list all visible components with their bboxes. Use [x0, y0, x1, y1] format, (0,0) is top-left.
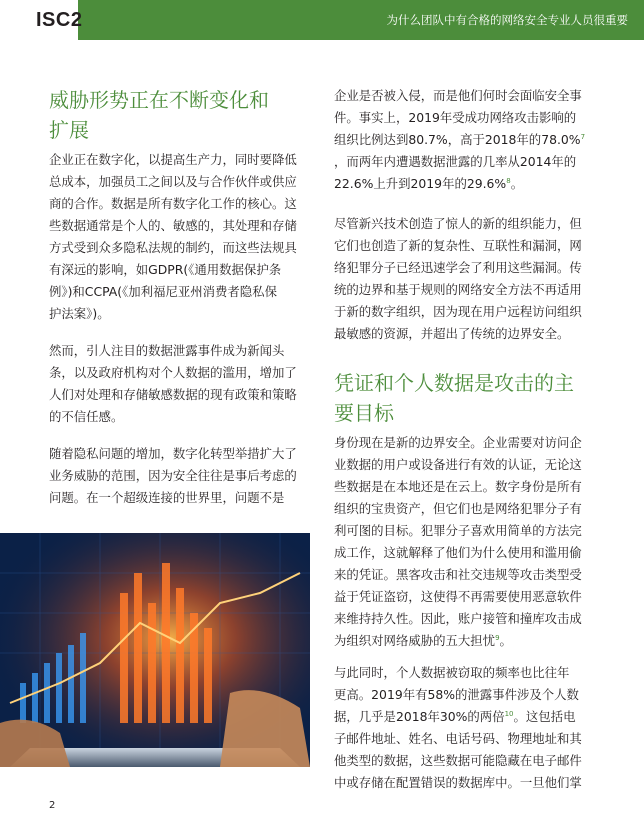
- paragraph-breach-statistics: 企业是否被入侵，而是他们何时会面临安全事 件。事实上，2019年受成功网络攻击影响的 组织比例达到80.7%，高于2018年的78.0%$^7$ ，而两年内遭遇数据泄露的几率从2014年的 22.6%上升到2019年的29.6%$^8$。: [334, 88, 586, 191]
- section-heading-credentials: 凭证和个人数据是攻击的主 要目标: [334, 371, 574, 425]
- paragraph-digitization: 企业正在数字化，以提高生产力，同时要降低 总成本，加强员工之间以及与合作伙伴或供应 商的合作。数据是所有数字化工作的核心。这 些数据通常是个人的、敏感的，其处理和存储 方式受到众多隐私法规的制约，而这些法规具 有深远的影响，如GDPR(《通用数据保护条 例》)和CCPA(《加利福尼亚州消费者隐私保 护法案》)。: [49, 152, 297, 321]
- header-title: 为什么团队中有合格的网络安全专业人员很重要: [386, 13, 628, 27]
- paragraph-emerging-tech: 尽管新兴技术创造了惊人的新的组织能力，但 它们也创造了新的复杂性、互联性和漏洞，网 络犯罪分子已经迅速学会了利用这些漏洞。传 统的边界和基于规则的网络安全方法不再适用 于新的数字组织，因为现在用户远程访问组织 最敏感的资源，并超出了传统的边界安全。: [334, 216, 582, 341]
- section-heading-threat-landscape: 威胁形势正在不断变化和 扩展: [49, 88, 269, 142]
- footnote-8: 8: [506, 176, 511, 185]
- logo-text: ISC2: [36, 9, 83, 31]
- page-number: 2: [49, 800, 56, 811]
- photo-illustration: [0, 533, 310, 767]
- paragraph-privacy-concerns: 随着隐私问题的增加，数字化转型举措扩大了 业务威胁的范围，因为安全往往是事后考虑的 问题。在一个超级连接的世界里，问题不是: [49, 446, 297, 505]
- paragraph-data-breaches: 然而，引人注目的数据泄露事件成为新闻头 条，以及政府机构对个人数据的滥用，增加了 人们对处理和存储敏感数据的现有政策和策略 的不信任感。: [49, 343, 297, 424]
- footnote-10: 10: [504, 709, 514, 718]
- hero-photo-tablet-chart: [0, 533, 310, 767]
- isc2-logo: [0, 0, 83, 40]
- footnote-7: 7: [580, 132, 586, 141]
- paragraph-personal-data: 与此同时，个人数据被窃取的频率也比往年 更高。2019年有58%的泄露事件涉及个人数 据，几乎是2018年30%的两倍$^{10}$。这包括电 子邮件地址、姓名、电话号码、物理地址和其 他类型的数据，这些数据可能隐藏在电子邮件 中或存储在配置错误的数据库中。一旦他们掌: [334, 665, 582, 790]
- page-header: [0, 0, 644, 40]
- paragraph-identity: 身份现在是新的边界安全。企业需要对访问企 业数据的用户或设备进行有效的认证，无论这 些数据是在本地还是在云上。数字身份是所有 组织的宝贵资产，但它们也是网络犯罪分子有 利可图的目标。犯罪分子喜欢用简单的方法完 成工作，这就解释了他们为什么使用和滥用偷 来的凭证。黑客攻击和社交违规等攻击类型受 益于凭证盗窃，这使得不再需要使用恶意软件 来维持持久性。因此，账户接管和撞库攻击成 为组织对网络威胁的五大担忧$^9$。: [334, 435, 582, 648]
- footnote-9: 9: [495, 633, 500, 642]
